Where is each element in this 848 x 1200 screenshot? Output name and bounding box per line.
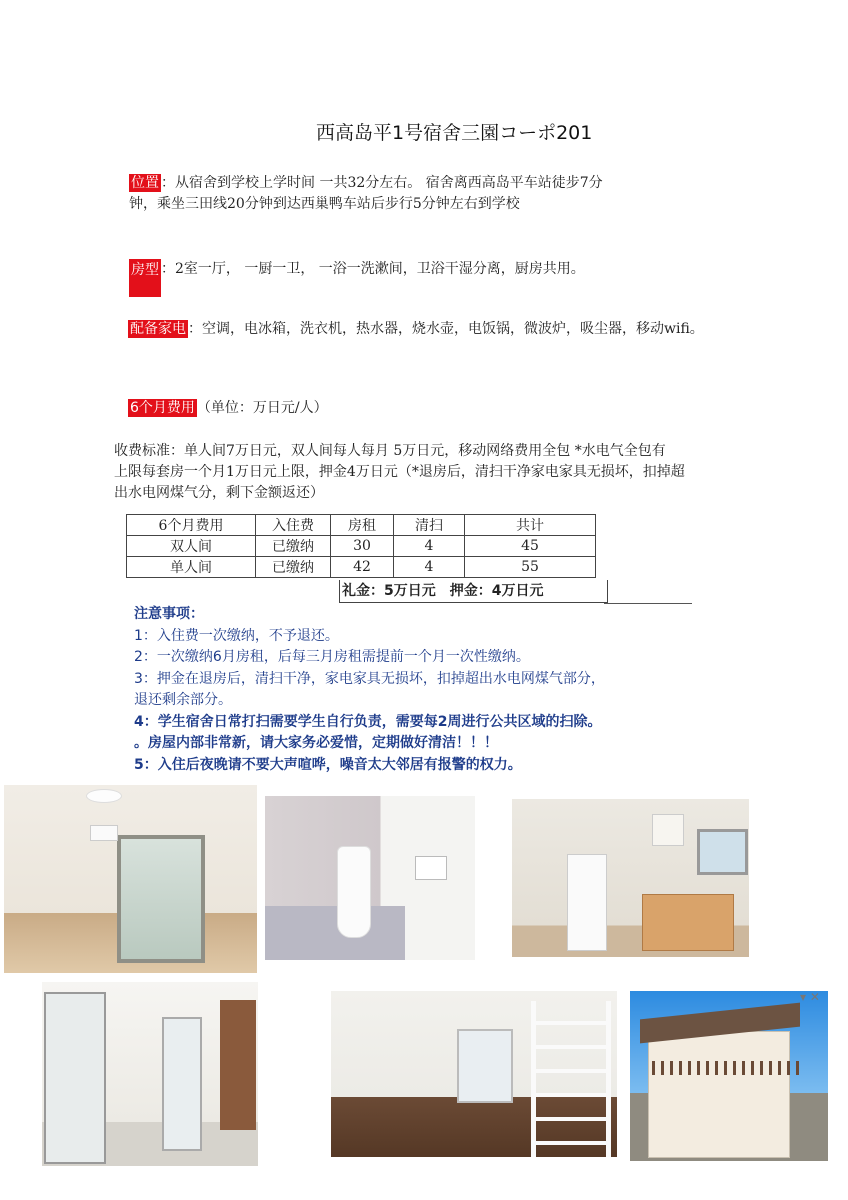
fee-standard-line-2: 上限每套房一个月1万日元上限，押金4万日元（*退房后，清扫干净家电家具无损坏，扣掉超 [114,464,685,480]
fee-standard-line-1: 收费标准：单人间7万日元，双人间每人每月 5万日元，移动网络费用全包 *水电气全包有 [114,443,666,459]
room-type-label: 房型 [129,259,161,297]
table-header-cell: 房租 [331,515,394,536]
location-text-2: 钟，乘坐三田线20分钟到达西巢鸭车站后步行5分钟左右到学校 [129,196,520,212]
loft-room-photo [331,991,617,1157]
kitchen-photo [512,799,749,957]
shoe-cabinet-shape [567,854,607,951]
glass-door-shape [457,1029,513,1103]
table-cell: 双人间 [127,536,256,557]
table-row [127,557,596,578]
water-heater-shape [652,814,684,846]
building-exterior-photo [630,991,828,1161]
table-header-cell: 共计 [465,515,596,536]
note-item: 。房屋内部非常新，请大家务必爱惜，定期做好清洁！！！ [134,735,498,751]
ladder-shape [531,1001,611,1157]
fees-unit: （单位：万日元/人） [196,400,328,416]
notes-section [134,604,605,776]
divider [604,603,692,604]
deposit-cell: 礼金：5万日元 押金：4万日元 [339,580,608,603]
page-title: 西高岛平1号宿舍三園コーポ201 [316,122,593,144]
aircon-shape [90,825,118,841]
kitchen-counter-shape [642,894,734,951]
table-cell: 30 [331,536,394,557]
location-line-1 [129,173,603,194]
glass-door-shape [162,1017,202,1151]
notes-title: 注意事项： [134,606,204,622]
toilet-shape [337,846,371,938]
note-item: 1：入住费一次缴纳，不予退还。 [134,627,339,644]
ad-close-icon[interactable]: ▾ ✕ [800,990,820,1004]
table-cell: 已缴纳 [256,536,331,557]
appliances-line [128,319,704,340]
window-shape [697,829,748,875]
table-cell: 4 [394,557,465,578]
window-shape [117,835,205,963]
table-header-cell: 入住费 [256,515,331,536]
toilet-photo [265,796,475,960]
location-label: 位置 [131,175,159,191]
table-cell: 4 [394,536,465,557]
appliances-label: 配备家电 [130,321,186,337]
table-cell: 单人间 [127,557,256,578]
bedroom-photo [4,785,257,973]
note-item: 3：押金在退房后，清扫干净，家电家具无损坏，扣掉超出水电网煤气部分， [134,670,605,687]
note-item: 2：一次缴纳6月房租，后每三月房租需提前一个月一次性缴纳。 [134,649,530,665]
room-type-text: ：2室一厅， 一厨一卫， 一浴一洗漱间，卫浴干湿分离，厨房共用。 [161,261,585,277]
location-text-1: ：从宿舍到学校上学时间 一共32分左右。 宿舍离西高岛平车站徒步7分 [161,175,603,191]
hallway-photo [42,982,258,1166]
note-item: 退还剩余部分。 [134,692,232,708]
table-cell: 55 [465,557,596,578]
table-cell: 45 [465,536,596,557]
table-cell: 已缴纳 [256,557,331,578]
note-item: 4：学生宿舍日常打扫需要学生自行负责，需要每2周进行公共区域的扫除。 [134,713,602,730]
appliances-text: ：空调，电冰箱，洗衣机，热水器，烧水壶，电饭锅，微波炉，吸尘器，移动wifi。 [188,321,704,337]
table-header-cell: 6个月费用 [127,515,256,536]
table-cell: 42 [331,557,394,578]
paper-holder-shape [415,856,447,880]
fee-table-header [127,515,596,536]
table-row [127,536,596,557]
fees-heading [128,398,328,419]
note-item: 5：入住后夜晚请不要大声喧哗，噪音太大邻居有报警的权力。 [134,756,522,773]
doorway-shape [220,1000,256,1130]
building-shape [648,1031,790,1158]
fee-standard [114,441,685,504]
floor-shape [265,906,405,960]
balcony-rail-shape [652,1061,802,1075]
fees-label: 6个月费用 [130,400,195,416]
fee-standard-line-3: 出水电网煤气分，剩下金额返还） [114,485,324,501]
ceiling-light-shape [86,789,122,803]
closet-door-shape [44,992,106,1164]
fee-table [126,514,596,578]
table-header-cell: 清扫 [394,515,465,536]
room-type-line [129,259,585,297]
